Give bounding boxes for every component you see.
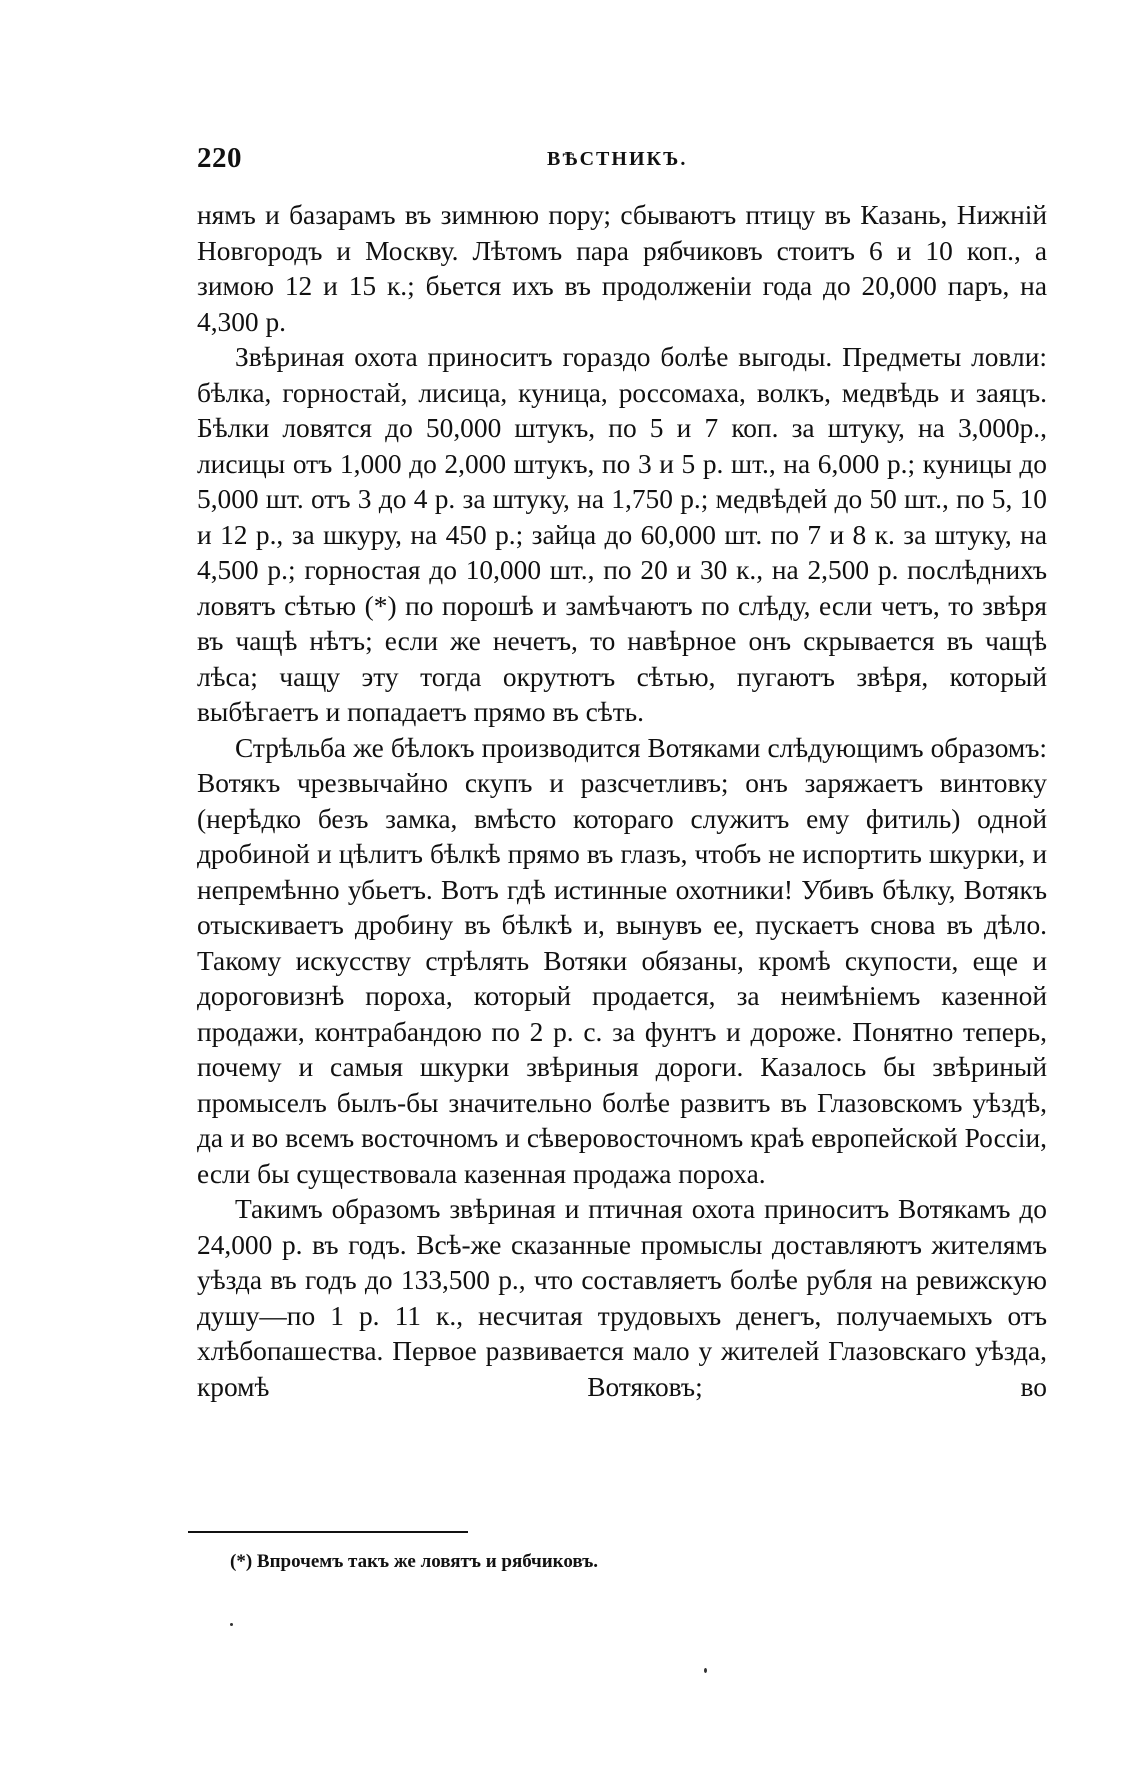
- print-speck: [704, 1668, 707, 1673]
- paragraph-2: Звѣриная охота приноситъ гораздо болѣе выгоды. Предметы ловли: бѣлка, горностай, лисица, куница, россомаха, волкъ, медвѣдь и заяцъ. Бѣлки ловятся до 50,000 штукъ, по 5 и 7 коп. за штуку, на 3,000р., лисицы отъ 1,000 до 2,000 штукъ, по 3 и 5 р. шт., на 6,000 р.; куницы до 5,000 шт. отъ 3 до 4 р. за штуку, на 1,750 р.; медвѣдей до 50 шт., по 5, 10 и 12 р., за шкуру, на 450 р.; зайца до 60,000 шт. по 7 и 8 к. за штуку, на 4,500 р.; горностая до 10,000 шт., по 20 и 30 к., на 2,500 р. послѣднихъ ловятъ сѣтью (*) по порошѣ и замѣчаютъ по слѣду, если четъ, то звѣря въ чащѣ нѣтъ; если же нечетъ, то навѣрное онъ скрывается въ чащѣ лѣса; чащу эту тогда окрутютъ сѣтью, пугаютъ звѣря, который выбѣгаетъ и попадаетъ прямо въ сѣть.: [197, 342, 1047, 727]
- body-text: [197, 198, 1047, 1405]
- paragraph-3: Стрѣльба же бѣлокъ производится Вотяками слѣдующимъ образомъ: Вотякъ чрезвычайно скупъ и разсчетливъ; онъ заряжаетъ винтовку (нерѣдко безъ замка, вмѣсто котораго служитъ ему фитиль) одной дробиной и цѣлитъ бѣлкѣ прямо въ глазъ, чтобъ не испортить шкурки, и непремѣнно убьетъ. Вотъ гдѣ истинные охотники! Убивъ бѣлку, Вотякъ отыскиваетъ дробину въ бѣлкѣ и, вынувъ ее, пускаетъ снова въ дѣло. Такому искусству стрѣлять Вотяки обязаны, кромѣ скупости, еще и дороговизнѣ пороха, который продается, за неимѣніемъ казенной продажи, контрабандою по 2 р. с. за фунтъ и дороже. Понятно теперь, почему и самыя шкурки звѣриныя дороги. Казалось бы звѣриный промыселъ былъ-бы значительно болѣе развитъ въ Глазовскомъ уѣздѣ, да и во всемъ восточномъ и сѣверовосточномъ краѣ европейской Россіи, если бы существовала казенная продажа пороха.: [197, 732, 1047, 1189]
- page-number: 220: [197, 142, 242, 174]
- running-head: [197, 142, 1047, 182]
- paragraph-1: нямъ и базарамъ въ зимнюю пору; сбываютъ птицу въ Казань, Нижній Новгородъ и Москву. Лѣтомъ пара рябчиковъ стоитъ 6 и 10 коп., а зимою 12 и 15 к.; бьется ихъ въ продолженіи года до 20,000 паръ, на 4,300 р.: [197, 200, 1047, 337]
- footnote: (*) Впрочемъ такъ же ловятъ и рябчиковъ.: [230, 1551, 599, 1572]
- print-speck: [230, 1623, 233, 1626]
- footnote-divider: [188, 1531, 468, 1533]
- paragraph-4: Такимъ образомъ звѣриная и птичная охота приноситъ Вотякамъ до 24,000 р. въ годъ. Всѣ-же сказанные промыслы доставляютъ жителямъ уѣзда въ годъ до 133,500 р., что составляетъ болѣе рубля на ревижскую душу—по 1 р. 11 к., несчитая трудовыхъ денегъ, получаемыхъ отъ хлѣбопашества. Первое развивается мало у жителей Глазовскаго уѣзда, кромѣ Вотяковъ; во: [197, 1194, 1047, 1402]
- journal-title: ВѢСТНИКЪ.: [547, 148, 688, 170]
